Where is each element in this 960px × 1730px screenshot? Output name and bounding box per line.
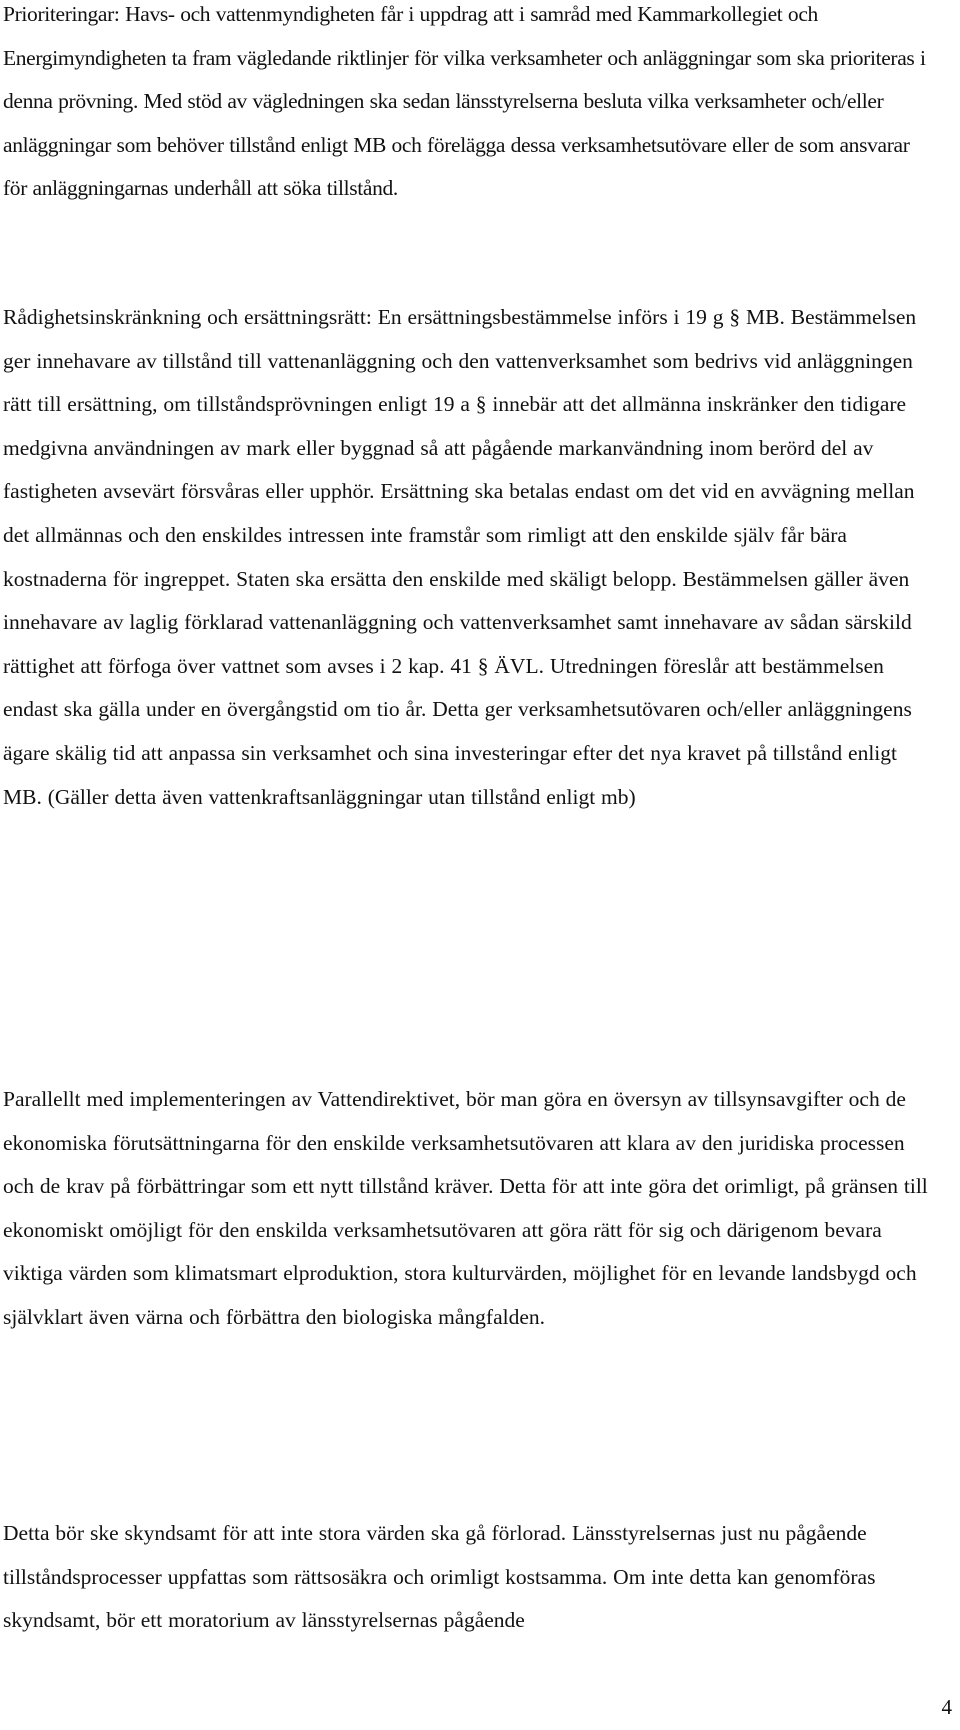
- paragraph-radighetsinskrankning: Rådighetsinskränkning och ersättningsrätt: En ersättningsbestämmelse införs i 19 g § MB. Bestämmelsen ger innehavare av tillstånd till vattenanläggning och den vattenverksamhet som bedrivs vid anläggningen rätt till ersättning, om tillståndsprövningen enligt 19 a § innebär att det allmänna inskränker den tidigare medgivna användningen av mark eller byggnad så att pågående markanvändning inom berörd del av fastigheten avsevärt försvåras eller upphör. Ersättning ska betalas endast om det vid en avvägning mellan det allmännas och den enskildes intressen inte framstår som rimligt att den enskilde själv får bära kostnaderna för ingreppet. Staten ska ersätta den enskilde med skäligt belopp. Bestämmelsen gäller även innehavare av laglig förklarad vattenanläggning och vattenverksamhet samt innehavare av sådan särskild rättighet att förfoga över vattnet som avses i 2 kap. 41 § ÄVL. Utredningen föreslår att bestämmelsen endast ska gälla under en övergångstid om tio år. Detta ger verksamhetsutövaren och/eller anläggningens ägare skälig tid att anpassa sin verksamhet och sina investeringar efter det nya kravet på tillstånd enligt MB. (Gäller detta även vattenkraftsanläggningar utan tillstånd enligt mb): [3, 305, 917, 809]
- page-number: 4: [941, 1695, 952, 1719]
- paragraph-skyndsamt: Detta bör ske skyndsamt för att inte stora värden ska gå förlorad. Länsstyrelsernas just nu pågående tillståndsprocesser uppfattas som rättsosäkra och orimligt kostsamma. Om inte detta kan genomföras skyndsamt, bör ett moratorium av länsstyrelsernas pågående: [3, 1521, 876, 1633]
- paragraph-prioriteringar: Prioriteringar: Havs- och vattenmyndigheten får i uppdrag att i samråd med Kammarkollegiet och Energimyndigheten ta fram vägledande riktlinjer för vilka verksamheter och anläggningar som ska prioriteras i denna prövning. Med stöd av vägledningen ska sedan länsstyrelserna besluta vilka verksamheter och/eller anläggningar som behöver tillstånd enligt MB och förelägga dessa verksamhetsutövare eller de som ansvarar för anläggningarnas underhåll att söka tillstånd.: [3, 2, 926, 201]
- paragraph-parallellt: Parallellt med implementeringen av Vattendirektivet, bör man göra en översyn av tillsynsavgifter och de ekonomiska förutsättningarna för den enskilde verksamhetsutövaren att klara av den juridiska processen och de krav på förbättringar som ett nytt tillstånd kräver. Detta för att inte göra det orimligt, på gränsen till ekonomiskt omöjligt för den enskilda verksamhetsutövaren att göra rätt för sig och därigenom bevara viktiga värden som klimatsmart elproduktion, stora kulturvärden, möjlighet för en levande landsbygd och självklart även värna och förbättra den biologiska mångfalden.: [3, 1087, 928, 1329]
